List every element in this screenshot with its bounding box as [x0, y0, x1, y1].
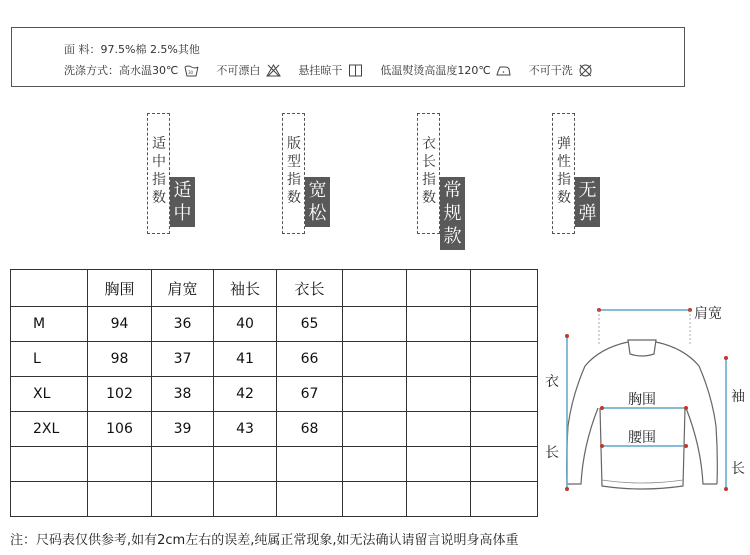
table-header-cell: 衣长 [277, 270, 343, 307]
table-header-cell [343, 270, 407, 307]
index-value-badge: 宽松 [305, 177, 330, 227]
table-header-cell [471, 270, 538, 307]
table-header-cell: 胸围 [88, 270, 152, 307]
table-cell [343, 377, 407, 412]
table-cell [88, 482, 152, 517]
shoulder-label: 肩宽 [694, 306, 722, 322]
table-cell: 38 [152, 377, 214, 412]
table-cell [471, 412, 538, 447]
table-cell [407, 482, 471, 517]
table-cell: 94 [88, 307, 152, 342]
wash-label: 洗涤方式： [64, 64, 119, 77]
no-dry-clean-label: 不可干洗 [528, 64, 573, 77]
index-label: 衣长指数 [422, 136, 436, 206]
table-header-cell [407, 270, 471, 307]
index-value-badge: 适中 [170, 177, 195, 227]
fabric-label: 面 料： [64, 43, 101, 56]
table-header-cell [11, 270, 88, 307]
wash-value: 高水温30℃ [119, 64, 179, 77]
iron-label: 低温熨烫高温度120℃ [380, 64, 491, 77]
svg-text:30: 30 [187, 70, 193, 75]
table-cell [343, 412, 407, 447]
table-header-cell: 肩宽 [152, 270, 214, 307]
wash-line [64, 62, 607, 78]
table-cell: 37 [152, 342, 214, 377]
hang-dry-icon [348, 64, 363, 77]
no-bleach-icon [266, 64, 281, 77]
table-cell [88, 447, 152, 482]
table-cell [277, 447, 343, 482]
table-row [11, 412, 538, 447]
table-cell [343, 482, 407, 517]
sleeve-label-bottom: 长 [731, 461, 745, 477]
table-cell: 42 [214, 377, 277, 412]
hang-dry-label: 悬挂晾干 [298, 64, 343, 77]
measurement-diagram [540, 296, 750, 496]
table-cell: 43 [214, 412, 277, 447]
table-cell [471, 342, 538, 377]
table-cell [11, 447, 88, 482]
table-cell [214, 447, 277, 482]
table-cell [343, 447, 407, 482]
table-cell [471, 447, 538, 482]
table-cell [152, 447, 214, 482]
table-cell: M [11, 307, 88, 342]
table-cell: 98 [88, 342, 152, 377]
table-cell: 40 [214, 307, 277, 342]
length-label-top: 衣 [545, 374, 559, 390]
table-cell [343, 307, 407, 342]
table-cell [343, 342, 407, 377]
table-cell: 68 [277, 412, 343, 447]
table-row [11, 342, 538, 377]
size-note: 注：尺码表仅供参考,如有2cm左右的误差,纯属正常现象,如无法确认请留言说明身高体重 [10, 533, 519, 548]
table-cell [471, 307, 538, 342]
table-cell: 102 [88, 377, 152, 412]
no-bleach-label: 不可漂白 [216, 64, 261, 77]
table-cell [407, 377, 471, 412]
table-row [11, 482, 538, 517]
fabric-line [64, 41, 200, 57]
wash-tub-icon [184, 64, 199, 77]
table-cell: L [11, 342, 88, 377]
table-cell [407, 342, 471, 377]
fabric-value: 97.5%棉 2.5%其他 [100, 43, 200, 56]
table-cell [277, 482, 343, 517]
table-cell [471, 482, 538, 517]
table-cell: 2XL [11, 412, 88, 447]
table-cell: XL [11, 377, 88, 412]
index-value-badge: 无弹 [575, 177, 600, 227]
table-cell: 67 [277, 377, 343, 412]
table-row [11, 447, 538, 482]
care-instructions-box [11, 27, 685, 87]
table-cell: 39 [152, 412, 214, 447]
table-cell [11, 482, 88, 517]
table-cell: 66 [277, 342, 343, 377]
table-header-cell: 袖长 [214, 270, 277, 307]
table-cell [152, 482, 214, 517]
table-row [11, 307, 538, 342]
table-cell: 41 [214, 342, 277, 377]
sleeve-label-top: 袖 [731, 389, 745, 405]
no-dry-clean-icon [578, 64, 593, 77]
size-table [10, 269, 538, 517]
index-label: 弹性指数 [557, 136, 571, 206]
table-cell [471, 377, 538, 412]
table-cell: 65 [277, 307, 343, 342]
table-row [11, 377, 538, 412]
table-cell: 36 [152, 307, 214, 342]
waist-label: 腰围 [628, 430, 656, 446]
index-value-badge: 常规款 [440, 177, 465, 250]
table-header-row [11, 270, 538, 307]
table-cell [407, 412, 471, 447]
table-cell [214, 482, 277, 517]
table-cell [407, 307, 471, 342]
index-label: 适中指数 [152, 136, 166, 206]
iron-icon [496, 64, 511, 77]
table-cell: 106 [88, 412, 152, 447]
table-cell [407, 447, 471, 482]
index-label: 版型指数 [287, 136, 301, 206]
length-label-bottom: 长 [545, 445, 559, 461]
chest-label: 胸围 [628, 392, 656, 408]
